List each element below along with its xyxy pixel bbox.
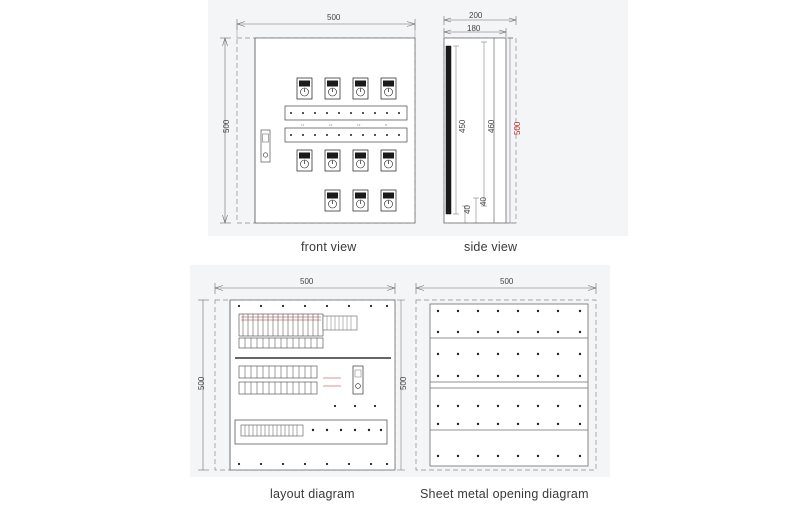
layout-top-width-label: 500: [300, 277, 314, 286]
sheet-top-width-label: 500: [500, 277, 514, 286]
front-top-width-label: 500: [327, 13, 341, 22]
side-outer-height-label: 500: [513, 121, 522, 135]
front-view-drawing: [215, 10, 435, 230]
caption-sheet-metal-opening: Sheet metal opening diagram: [420, 487, 589, 501]
sheet-metal-opening-drawing: [408, 278, 608, 478]
side-inner-height-label: 460: [487, 119, 496, 133]
front-left-height-label: 500: [222, 119, 231, 133]
svg-text:L3: L3: [357, 123, 361, 127]
layout-diagram-drawing: [195, 278, 410, 478]
caption-layout-diagram: layout diagram: [270, 487, 355, 501]
side-small-dim-a: 40: [463, 205, 472, 214]
side-rail-height-label: 450: [458, 119, 467, 133]
side-top-outer-label: 200: [469, 11, 483, 20]
caption-front-view: front view: [301, 240, 357, 254]
caption-side-view: side view: [464, 240, 518, 254]
side-top-inner-label: 180: [467, 24, 481, 33]
svg-text:L2: L2: [329, 123, 333, 127]
layout-left-height-label: 500: [197, 376, 206, 390]
layout-right-height-label: 500: [399, 376, 408, 390]
svg-text:N: N: [385, 123, 388, 127]
side-small-dim-b: 40: [479, 197, 488, 206]
svg-text:L1: L1: [301, 123, 305, 127]
